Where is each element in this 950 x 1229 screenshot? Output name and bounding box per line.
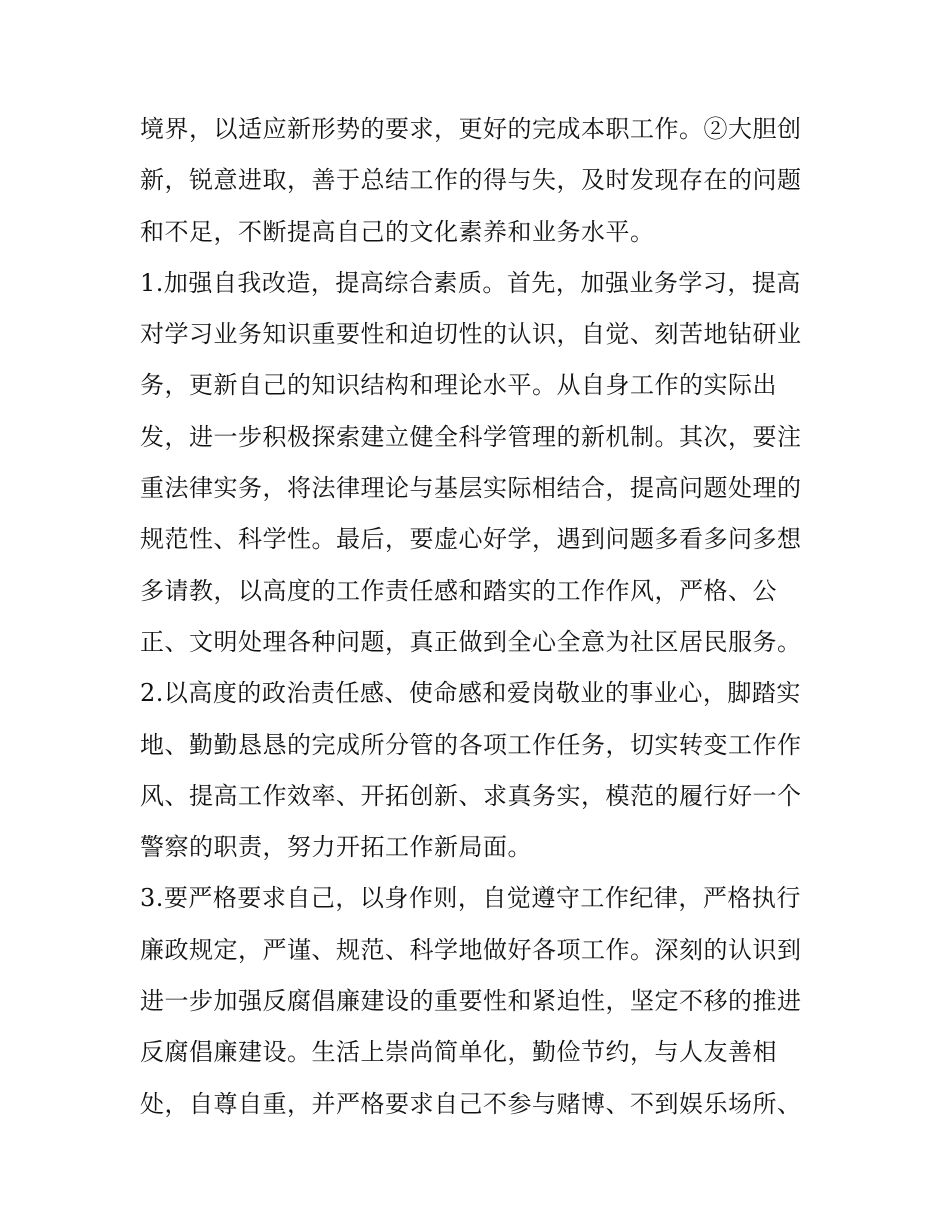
text-line: 廉政规定，严谨、规范、科学地做好各项工作。深刻的认识到	[140, 935, 802, 964]
text-line: 正、文明处理各种问题，真正做到全心全意为社区居民服务。	[140, 627, 802, 656]
text-line: 警察的职责，努力开拓工作新局面。	[140, 833, 532, 862]
text-line: 风、提高工作效率、开拓创新、求真务实，模范的履行好一个	[140, 781, 802, 810]
text-line: 进一步加强反腐倡廉建设的重要性和紧迫性，坚定不移的推进	[140, 987, 802, 1016]
text-line: 规范性、科学性。最后，要虚心好学，遇到问题多看多问多想	[140, 525, 802, 554]
text-line: 境界，以适应新形势的要求，更好的完成本职工作。②大胆创	[140, 115, 802, 143]
text-line: 多请教，以高度的工作责任感和踏实的工作作风，严格、公	[140, 576, 777, 605]
text-line: 发，进一步积极探索建立健全科学管理的新机制。其次，要注	[140, 422, 802, 451]
text-line: 处，自尊自重，并严格要求自己不参与赌博、不到娱乐场所、	[140, 1089, 802, 1118]
text-line: 地、勤勤恳恳的完成所分管的各项工作任务，切实转变工作作	[140, 730, 802, 759]
text-line: 反腐倡廉建设。生活上崇尚简单化，勤俭节约，与人友善相	[140, 1038, 777, 1067]
text-line: 重法律实务，将法律理论与基层实际相结合，提高问题处理的	[140, 474, 802, 503]
text-line: 2.以高度的政治责任感、使命感和爱岗敬业的事业心，脚踏实	[140, 679, 801, 708]
text-line: 3.要严格要求自己，以身作则，自觉遵守工作纪律，严格执行	[140, 884, 801, 913]
text-line: 1.加强自我改造，提高综合素质。首先，加强业务学习，提高	[140, 268, 801, 297]
text-line: 新，锐意进取，善于总结工作的得与失，及时发现存在的问题	[140, 166, 802, 195]
text-line: 和不足，不断提高自己的文化素养和业务水平。	[140, 217, 655, 246]
text-line: 务，更新自己的知识结构和理论水平。从自身工作的实际出	[140, 371, 777, 400]
document-body-text	[140, 104, 815, 1130]
text-line: 对学习业务知识重要性和迫切性的认识，自觉、刻苦地钻研业	[140, 320, 802, 349]
